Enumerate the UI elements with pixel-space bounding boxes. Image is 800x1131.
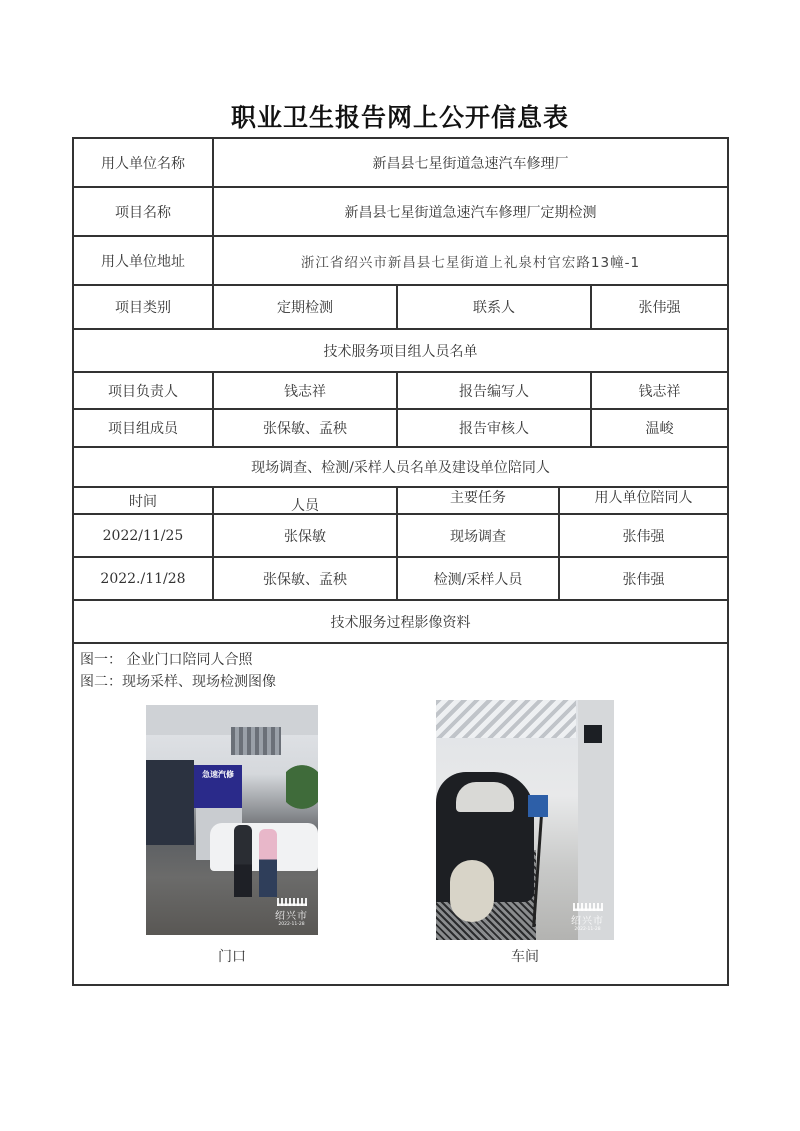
contact-value: 张伟强 <box>638 300 681 316</box>
report-writer-label: 报告编写人 <box>459 383 529 400</box>
entrance-caption: 门口 <box>218 949 246 965</box>
workshop-photo <box>436 700 614 940</box>
project-name-value: 新昌县七星街道急速汽车修理厂定期检测 <box>344 204 597 221</box>
survey-row-2-escort: 张伟强 <box>622 571 665 588</box>
figure-1-label: 图一： 企业门口陪同人合照 <box>80 652 253 668</box>
table-border-bottom <box>72 984 729 986</box>
tree <box>286 763 318 823</box>
team-members-value: 张保敏、孟秧 <box>263 421 347 437</box>
building-window <box>231 727 281 755</box>
survey-row-1-date: 2022/11/25 <box>102 527 184 544</box>
team-members-label: 项目组成员 <box>108 421 178 437</box>
skyline-icon <box>573 903 603 911</box>
person-man <box>234 825 252 897</box>
contact-label: 联系人 <box>473 300 515 316</box>
wall-fixture <box>584 725 602 743</box>
person-woman <box>259 829 277 897</box>
sampling-device <box>528 795 548 817</box>
car-window-cover <box>456 782 514 812</box>
row-divider <box>72 642 729 644</box>
entrance-photo <box>146 705 318 935</box>
skyline-icon <box>277 898 307 906</box>
col-header-staff: 人员 <box>291 497 319 514</box>
garage-interior <box>146 760 194 845</box>
team-heading: 技术服务项目组人员名单 <box>323 343 478 360</box>
report-reviewer-value: 温峻 <box>645 421 674 437</box>
project-type-label: 项目类别 <box>115 300 171 316</box>
project-leader-label: 项目负责人 <box>108 383 178 400</box>
survey-row-2-task: 检测/采样人员 <box>433 571 523 588</box>
report-reviewer-label: 报告审核人 <box>459 421 529 437</box>
wheel-cover <box>450 860 494 922</box>
table-border-right <box>727 137 729 986</box>
survey-row-1-staff: 张保敏 <box>284 528 326 545</box>
project-type-value: 定期检测 <box>277 300 333 316</box>
col-header-date: 时间 <box>129 493 157 510</box>
project-leader-value: 钱志祥 <box>284 383 326 400</box>
survey-row-1-task: 现场调查 <box>450 528 506 545</box>
shop-sign-text: 急速汽修 <box>202 770 234 779</box>
employer-address-value: 浙江省绍兴市新昌县七星街道上礼泉村官宏路13幢-1 <box>300 254 641 271</box>
page-title: 职业卫生报告网上公开信息表 <box>230 103 569 132</box>
shop-sign <box>194 765 242 808</box>
ceiling-lights <box>436 700 576 738</box>
employer-name-value: 新昌县七星街道急速汽车修理厂 <box>372 155 569 172</box>
col-header-escort: 用人单位陪同人 <box>594 489 693 506</box>
photo-watermark: 绍兴市 2022-11-28 <box>571 903 604 932</box>
employer-name-label: 用人单位名称 <box>101 155 185 172</box>
survey-row-2-date: 2022./11/28 <box>100 570 186 587</box>
figure-2-label: 图二：现场采样、现场检测图像 <box>80 674 276 690</box>
photo-watermark: 绍兴市 2022-11-28 <box>275 898 308 927</box>
col-header-task: 主要任务 <box>450 489 506 506</box>
report-writer-value: 钱志祥 <box>638 383 681 400</box>
employer-address-label: 用人单位地址 <box>101 253 185 270</box>
images-heading: 技术服务过程影像资料 <box>330 614 471 631</box>
survey-row-2-staff: 张保敏、孟秧 <box>263 571 347 588</box>
survey-heading: 现场调查、检测/采样人员名单及建设单位陪同人 <box>251 460 550 476</box>
workshop-caption: 车间 <box>511 949 539 965</box>
project-name-label: 项目名称 <box>115 204 171 221</box>
survey-row-1-escort: 张伟强 <box>622 528 665 545</box>
